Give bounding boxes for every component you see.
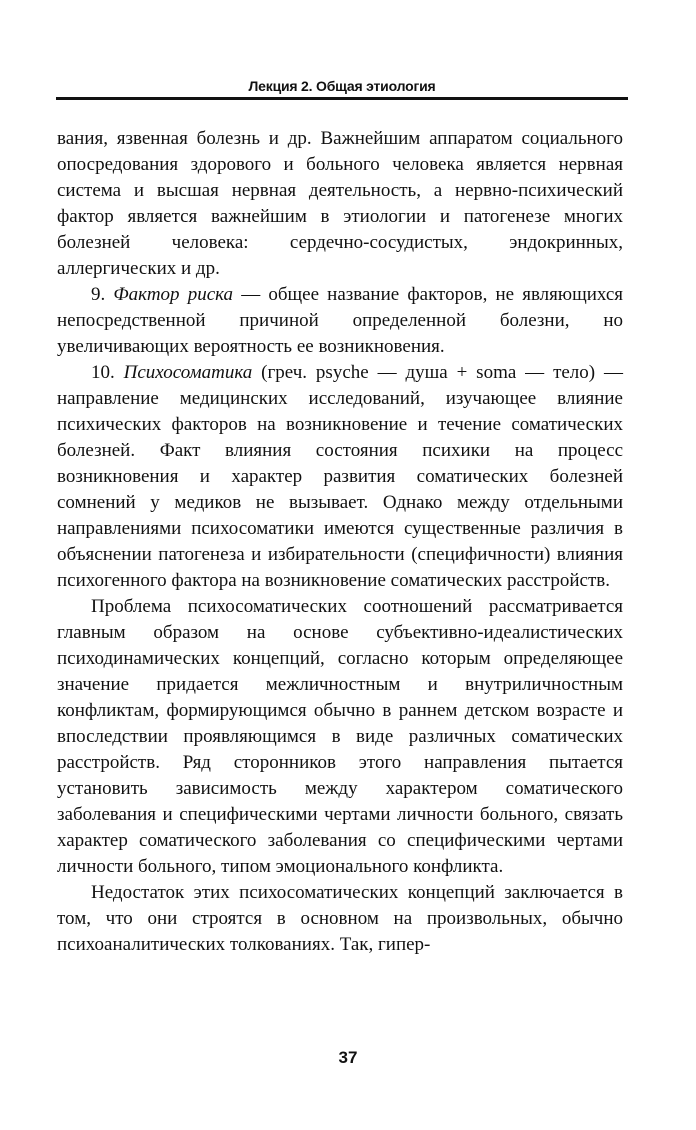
term-risk-factor: Фактор риска [113, 284, 234, 305]
term-psychosomatics: Психосоматика [123, 362, 253, 383]
page-number: 37 [338, 1048, 358, 1067]
definition-text: (греч. psyche — душа + soma — тело) — направление медицинских исследований, изучающее влияние психических факторов на возникновение и течение соматических болезней. Факт влияния состояния психики на процесс возникновения и характер развития соматических болезней сомнений у медиков не вызывает. Однако между отдельными направлениями психосоматики имеются существенные различия в объяснении патогенеза и избирательности (специфичности) влияния психогенного фактора на возникновение соматических расстройств. [57, 362, 623, 591]
page-body [57, 126, 623, 958]
paragraph-continuation: вания, язвенная болезнь и др. Важнейшим аппаратом социального опосредования здорового и больного человека является нервная система и высшая нервная деятельность, а нервно-психический фактор является важнейшим в этиологии и патогенезе многих болезней человека: сердечно-сосудистых, эндокринных, аллергических и др. [57, 128, 623, 279]
item-number: 9. [91, 284, 106, 305]
item-number: 10. [91, 362, 115, 383]
definition-text: — общее название факторов, не являющихся непосредственной причиной определенной болезни, но увеличивающих вероятность ее возникновения. [57, 284, 624, 357]
header-rule [56, 97, 628, 100]
paragraph-psychosomatics [57, 360, 623, 594]
paragraph-drawback: Недостаток этих психосоматических концепций заключается в том, что они строятся в основном на произвольных, обычно психоаналитических толкованиях. Так, гипер- [57, 882, 623, 955]
running-head: Лекция 2. Общая этиология [248, 78, 436, 94]
paragraph-risk-factor [57, 282, 623, 360]
paragraph-problem: Проблема психосоматических соотношений рассматривается главным образом на основе субъективно-идеалистических психодинамических концепций, согласно которым определяющее значение придается межличностным и внутриличностным конфликтам, формирующимся обычно в раннем детском возрасте и впоследствии проявляющимся в виде различных соматических расстройств. Ряд сторонников этого направления пытается установить зависимость между характером соматического заболевания и специфическими чертами личности больного, связать характер соматического заболевания со специфическими чертами личности больного, типом эмоционального конфликта. [57, 596, 623, 877]
